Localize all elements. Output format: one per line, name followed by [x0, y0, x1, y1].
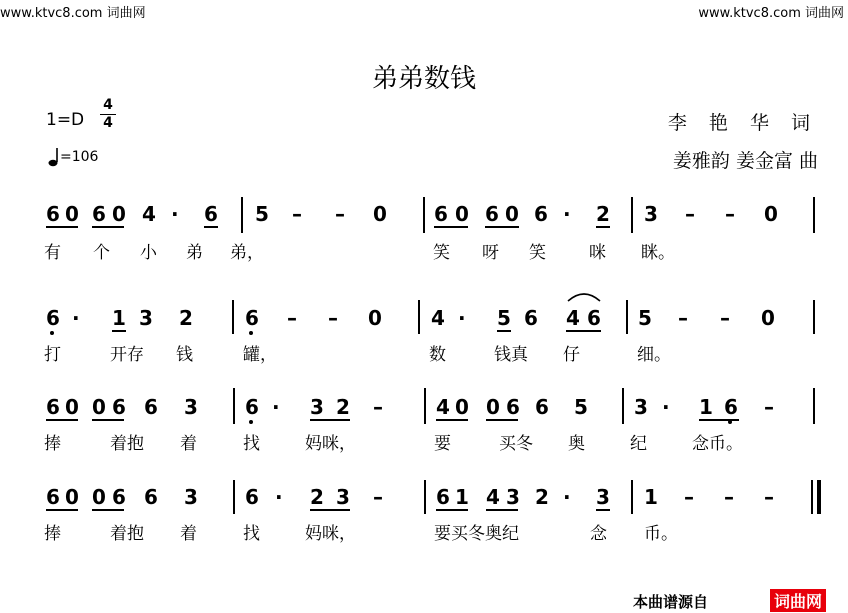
- dash: –: [678, 306, 688, 330]
- note: 0: [92, 485, 106, 509]
- dash: –: [725, 202, 735, 226]
- dash: –: [720, 306, 730, 330]
- note: 6: [92, 202, 106, 226]
- final-bar-thin: [811, 480, 813, 514]
- lyric: 纪: [630, 434, 647, 454]
- note: 1: [455, 485, 469, 509]
- lyric: 咪: [589, 243, 606, 263]
- dot-mark: ·: [275, 485, 283, 509]
- underline: [436, 419, 468, 421]
- underline: [699, 419, 739, 421]
- lyric: 钱真: [494, 345, 528, 365]
- dash: –: [685, 202, 695, 226]
- low-octave-dot: [50, 331, 54, 335]
- note: 6: [112, 395, 126, 419]
- note: 6: [434, 202, 448, 226]
- dash: –: [373, 485, 383, 509]
- note: 5: [574, 395, 588, 419]
- composer-credit: 姜雅韵 姜金富 曲: [672, 150, 818, 172]
- lyric: 有: [44, 243, 61, 263]
- lyricist-credit: 李 艳 华 词: [667, 112, 818, 134]
- underline: [46, 226, 78, 228]
- lyric: 着抱: [110, 434, 144, 454]
- lyric: 笑: [529, 243, 546, 263]
- note: 6: [46, 395, 60, 419]
- bar-line: [622, 388, 624, 424]
- bar-line: [813, 300, 815, 334]
- lyric: 罐，: [243, 345, 277, 365]
- note: 6: [436, 485, 450, 509]
- time-signature-top: 4: [103, 97, 113, 113]
- lyric: 细。: [637, 345, 671, 365]
- lyric: 着抱: [110, 524, 144, 544]
- note: 3: [336, 485, 350, 509]
- note: 6: [245, 395, 259, 419]
- note: 4: [486, 485, 500, 509]
- note: 6: [506, 395, 520, 419]
- dot-mark: ·: [662, 395, 670, 419]
- note: 2: [179, 306, 193, 330]
- low-octave-dot: [728, 420, 732, 424]
- note: 6: [46, 485, 60, 509]
- lyric: 着: [180, 434, 197, 454]
- dash: –: [724, 485, 734, 509]
- note: 2: [310, 485, 324, 509]
- note: 0: [761, 306, 775, 330]
- time-signature-bottom: 4: [103, 115, 113, 131]
- note: 3: [644, 202, 658, 226]
- bar-line: [241, 197, 243, 233]
- dash: –: [764, 395, 774, 419]
- note: 3: [184, 485, 198, 509]
- lyric: 妈咪，: [305, 524, 356, 544]
- note: 0: [455, 202, 469, 226]
- lyric: 找: [243, 524, 260, 544]
- note: 4: [436, 395, 450, 419]
- note: 0: [373, 202, 387, 226]
- lyric: 捧: [44, 434, 61, 454]
- note: 6: [724, 395, 738, 419]
- note: 3: [506, 485, 520, 509]
- note: 5: [638, 306, 652, 330]
- dot-mark: ·: [171, 202, 179, 226]
- footer-source-label: 本曲谱源自: [633, 593, 709, 611]
- note: 0: [368, 306, 382, 330]
- bar-line: [631, 480, 633, 514]
- dash: –: [335, 202, 345, 226]
- lyric: 妈咪，: [305, 434, 356, 454]
- dot-mark: ·: [563, 485, 571, 509]
- quarter-note-icon: [46, 146, 60, 168]
- lyric: 买冬: [499, 434, 533, 454]
- note: 0: [65, 485, 79, 509]
- lyric: 奥: [568, 434, 585, 454]
- lyric: 打: [44, 345, 61, 365]
- note: 2: [336, 395, 350, 419]
- note: 6: [245, 485, 259, 509]
- underline: [204, 226, 218, 228]
- lyric: 弟，: [230, 243, 264, 263]
- note: 3: [184, 395, 198, 419]
- note: 5: [497, 306, 511, 330]
- lyric: 仔: [563, 345, 580, 365]
- underline: [596, 226, 610, 228]
- note: 0: [65, 202, 79, 226]
- note: 6: [46, 306, 60, 330]
- bar-line: [418, 300, 420, 334]
- lyric: 弟: [186, 243, 203, 263]
- note: 0: [65, 395, 79, 419]
- dash: –: [287, 306, 297, 330]
- underline: [436, 509, 468, 511]
- low-octave-dot: [249, 331, 253, 335]
- note: 6: [245, 306, 259, 330]
- bar-line: [233, 480, 235, 514]
- slur-mark: [566, 289, 602, 303]
- dot-mark: ·: [458, 306, 466, 330]
- time-signature: [100, 98, 116, 131]
- underline: [486, 509, 518, 511]
- note: 6: [524, 306, 538, 330]
- note: 6: [534, 202, 548, 226]
- note: 6: [535, 395, 549, 419]
- dash: –: [328, 306, 338, 330]
- bar-line: [424, 388, 426, 424]
- bar-line: [813, 197, 815, 233]
- underline: [46, 509, 78, 511]
- low-octave-dot: [249, 420, 253, 424]
- lyric: 念币。: [692, 434, 743, 454]
- dash: –: [684, 485, 694, 509]
- note: 0: [486, 395, 500, 419]
- note: 3: [596, 485, 610, 509]
- note: 5: [255, 202, 269, 226]
- lyric: 找: [243, 434, 260, 454]
- underline: [596, 509, 610, 511]
- underline: [434, 226, 468, 228]
- note: 3: [310, 395, 324, 419]
- note: 3: [139, 306, 153, 330]
- note: 6: [587, 306, 601, 330]
- dash: –: [292, 202, 302, 226]
- note: 2: [596, 202, 610, 226]
- underline: [486, 419, 518, 421]
- lyric: 笑: [433, 243, 450, 263]
- underline: [310, 419, 350, 421]
- header-site-right[interactable]: www.ktvc8.com 词曲网: [698, 6, 844, 21]
- bar-line: [626, 300, 628, 334]
- note: 6: [204, 202, 218, 226]
- underline: [310, 509, 350, 511]
- underline: [485, 226, 519, 228]
- note: 4: [431, 306, 445, 330]
- note: 1: [112, 306, 126, 330]
- lyric: 捧: [44, 524, 61, 544]
- lyric: 小: [140, 243, 157, 263]
- header-site-left[interactable]: www.ktvc8.com 词曲网: [0, 6, 146, 21]
- note: 4: [142, 202, 156, 226]
- lyric: 币。: [644, 524, 678, 544]
- song-title: 弟弟数钱: [371, 64, 476, 94]
- dot-mark: ·: [272, 395, 280, 419]
- note: 6: [144, 395, 158, 419]
- underline: [566, 330, 601, 332]
- bar-line: [232, 300, 234, 334]
- dot-mark: ·: [72, 306, 80, 330]
- note: 1: [699, 395, 713, 419]
- lyric: 数: [429, 345, 446, 365]
- dash: –: [764, 485, 774, 509]
- note: 3: [634, 395, 648, 419]
- dash: –: [373, 395, 383, 419]
- lyric: 要: [434, 434, 451, 454]
- note: 6: [46, 202, 60, 226]
- underline: [92, 419, 124, 421]
- bar-line: [423, 197, 425, 233]
- underline: [46, 419, 78, 421]
- note: 0: [764, 202, 778, 226]
- lyric: 开存: [110, 345, 144, 365]
- note: 6: [112, 485, 126, 509]
- final-bar-thick: [817, 480, 821, 514]
- note: 2: [535, 485, 549, 509]
- key-signature: 1=D: [46, 110, 85, 130]
- underline: [112, 330, 126, 332]
- note: 0: [505, 202, 519, 226]
- lyric: 念: [590, 524, 607, 544]
- lyric: 呀: [482, 243, 499, 263]
- note: 1: [644, 485, 658, 509]
- bar-line: [813, 388, 815, 424]
- footer-site-badge[interactable]: 词曲网: [770, 589, 826, 612]
- underline: [497, 330, 511, 332]
- dot-mark: ·: [563, 202, 571, 226]
- underline: [92, 226, 124, 228]
- note: 6: [144, 485, 158, 509]
- note: 0: [92, 395, 106, 419]
- lyric: 个: [93, 243, 110, 263]
- note: 0: [112, 202, 126, 226]
- note: 6: [485, 202, 499, 226]
- note: 0: [455, 395, 469, 419]
- lyric: 钱: [176, 345, 193, 365]
- bar-line: [424, 480, 426, 514]
- note: 4: [566, 306, 580, 330]
- lyric: 眯。: [641, 243, 675, 263]
- lyric: 着: [180, 524, 197, 544]
- underline: [92, 509, 124, 511]
- lyric: 要买冬奥纪: [434, 524, 519, 544]
- bar-line: [631, 197, 633, 233]
- bar-line: [233, 388, 235, 424]
- tempo-value: =106: [60, 149, 99, 165]
